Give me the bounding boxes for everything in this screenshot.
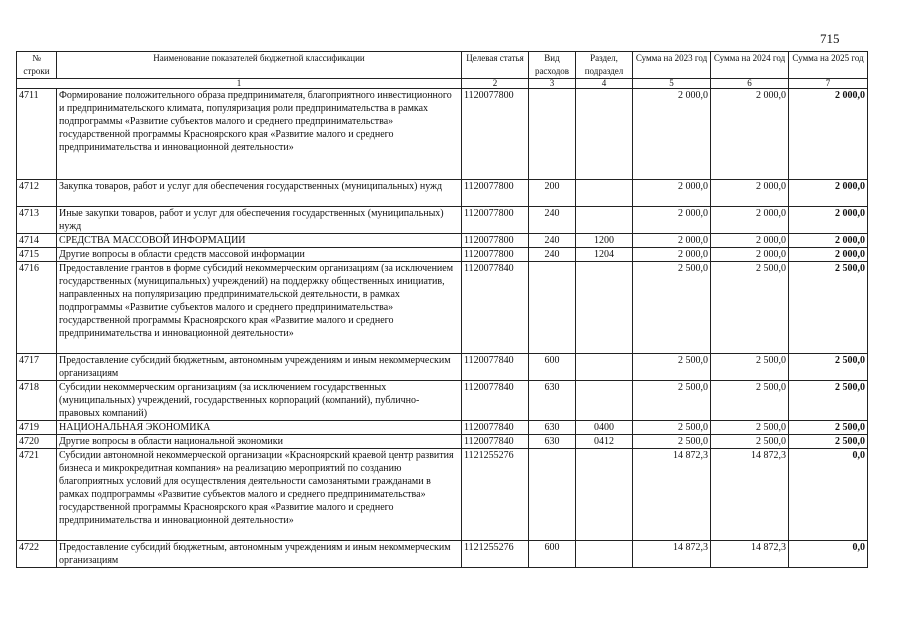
row-sum-2025: 2 000,0 — [789, 248, 868, 262]
row-expense-type: 240 — [529, 207, 576, 234]
row-target-code: 1120077840 — [462, 421, 529, 435]
row-sum-2023: 14 872,3 — [633, 541, 711, 568]
row-sum-2023: 2 500,0 — [633, 435, 711, 449]
row-sum-2023: 2 500,0 — [633, 421, 711, 435]
row-section: 1200 — [576, 234, 633, 248]
row-sum-2024: 2 000,0 — [711, 207, 789, 234]
row-number: 4721 — [17, 449, 57, 541]
row-target-code: 1120077800 — [462, 180, 529, 207]
column-number: 3 — [529, 79, 576, 89]
row-number: 4719 — [17, 421, 57, 435]
row-sum-2025: 2 000,0 — [789, 89, 868, 180]
row-sum-2023: 2 000,0 — [633, 248, 711, 262]
row-sum-2024: 2 500,0 — [711, 262, 789, 354]
row-number: 4714 — [17, 234, 57, 248]
row-number: 4711 — [17, 89, 57, 180]
row-section: 0412 — [576, 435, 633, 449]
row-expense-type — [529, 262, 576, 354]
row-expense-type: 240 — [529, 234, 576, 248]
page-number: 715 — [820, 31, 840, 46]
table-row — [17, 421, 868, 435]
row-number: 4717 — [17, 354, 57, 381]
row-sum-2023: 2 000,0 — [633, 234, 711, 248]
row-expense-type: 630 — [529, 421, 576, 435]
row-target-code: 1120077800 — [462, 248, 529, 262]
row-name: Предоставление субсидий бюджетным, автономным учреждениям и иным некоммерческим организациям — [57, 354, 462, 381]
row-sum-2024: 2 000,0 — [711, 234, 789, 248]
row-section — [576, 381, 633, 421]
row-section — [576, 541, 633, 568]
column-number: 2 — [462, 79, 529, 89]
table-row — [17, 89, 868, 180]
row-sum-2025: 2 500,0 — [789, 421, 868, 435]
row-name: Иные закупки товаров, работ и услуг для обеспечения государственных (муниципальных) нужд — [57, 207, 462, 234]
row-sum-2025: 2 500,0 — [789, 435, 868, 449]
row-sum-2025: 2 500,0 — [789, 262, 868, 354]
row-sum-2023: 2 500,0 — [633, 262, 711, 354]
row-sum-2024: 2 000,0 — [711, 180, 789, 207]
row-sum-2023: 2 500,0 — [633, 381, 711, 421]
table-row — [17, 248, 868, 262]
column-number-row — [17, 79, 868, 89]
row-target-code: 1120077840 — [462, 435, 529, 449]
row-section — [576, 207, 633, 234]
row-section: 0400 — [576, 421, 633, 435]
table-row — [17, 207, 868, 234]
row-sum-2023: 2 000,0 — [633, 180, 711, 207]
row-section — [576, 180, 633, 207]
row-target-code: 1120077840 — [462, 354, 529, 381]
row-number: 4722 — [17, 541, 57, 568]
column-number: 5 — [633, 79, 711, 89]
row-sum-2023: 2 500,0 — [633, 354, 711, 381]
table-row — [17, 381, 868, 421]
row-section — [576, 354, 633, 381]
row-expense-type: 200 — [529, 180, 576, 207]
row-section — [576, 89, 633, 180]
row-section: 1204 — [576, 248, 633, 262]
row-name: Субсидии автономной некоммерческой организации «Красноярский краевой центр развития бизнеса и микрокредитная компания» на реализацию мероприятий по созданию благоприятных условий для осуществления деятельности самозанятыми гражданами в рамках подпрограммы «Развитие субъектов малого и среднего предпринимательства» государственной программы Красноярского края «Развитие малого и среднего предпринимательства и инновационной деятельности» — [57, 449, 462, 541]
row-sum-2023: 2 000,0 — [633, 207, 711, 234]
row-number: 4715 — [17, 248, 57, 262]
row-sum-2025: 0,0 — [789, 449, 868, 541]
header-sum-2023: Сумма на 2023 год — [633, 52, 711, 79]
row-sum-2024: 14 872,3 — [711, 449, 789, 541]
table-row — [17, 541, 868, 568]
row-number: 4716 — [17, 262, 57, 354]
header-section: Раздел, подраздел — [576, 52, 633, 79]
row-sum-2024: 2 000,0 — [711, 248, 789, 262]
header-row-number: № строки — [17, 52, 57, 79]
table-row — [17, 234, 868, 248]
row-expense-type: 240 — [529, 248, 576, 262]
row-name: Предоставление субсидий бюджетным, автономным учреждениям и иным некоммерческим организациям — [57, 541, 462, 568]
row-expense-type — [529, 449, 576, 541]
row-sum-2025: 2 000,0 — [789, 180, 868, 207]
row-target-code: 1121255276 — [462, 541, 529, 568]
row-name: Формирование положительного образа предпринимателя, благоприятного инвестиционного и предпринимательского климата, популяризация роли предпринимательства в рамках подпрограммы «Развитие субъектов малого и среднего предпринимательства» государственной программы Красноярского края «Развитие малого и среднего предпринимательства и инновационной деятельности» — [57, 89, 462, 180]
row-sum-2024: 2 000,0 — [711, 89, 789, 180]
row-sum-2024: 2 500,0 — [711, 435, 789, 449]
row-expense-type: 600 — [529, 541, 576, 568]
row-name: Закупка товаров, работ и услуг для обеспечения государственных (муниципальных) нужд — [57, 180, 462, 207]
row-name: Предоставление грантов в форме субсидий некоммерческим организациям (за исключением государственных (муниципальных) учреждений) на поддержку общественных инициатив, направленных на популяризацию предпринимательской деятельности, в рамках подпрограммы «Развитие субъектов малого и среднего предпринимательства» государственной программы Красноярского края «Развитие малого и среднего предпринимательства и инновационной деятельности» — [57, 262, 462, 354]
row-sum-2025: 2 000,0 — [789, 234, 868, 248]
header-expense-type: Вид расходов — [529, 52, 576, 79]
row-sum-2025: 2 500,0 — [789, 354, 868, 381]
row-number: 4718 — [17, 381, 57, 421]
row-name: Другие вопросы в области средств массовой информации — [57, 248, 462, 262]
row-sum-2025: 2 500,0 — [789, 381, 868, 421]
row-expense-type: 600 — [529, 354, 576, 381]
row-sum-2025: 2 000,0 — [789, 207, 868, 234]
row-target-code: 1121255276 — [462, 449, 529, 541]
table-row — [17, 449, 868, 541]
header-target-code: Целевая статья — [462, 52, 529, 79]
table-row — [17, 262, 868, 354]
table-row — [17, 435, 868, 449]
row-target-code: 1120077800 — [462, 89, 529, 180]
row-sum-2023: 2 000,0 — [633, 89, 711, 180]
column-number: 1 — [17, 79, 462, 89]
row-name: Субсидии некоммерческим организациям (за исключением государственных (муниципальных) учреждений, государственных корпораций (компаний), публично-правовых компаний) — [57, 381, 462, 421]
row-number: 4720 — [17, 435, 57, 449]
table-row — [17, 354, 868, 381]
row-sum-2025: 0,0 — [789, 541, 868, 568]
row-name: Другие вопросы в области национальной экономики — [57, 435, 462, 449]
row-sum-2023: 14 872,3 — [633, 449, 711, 541]
table-row — [17, 180, 868, 207]
row-target-code: 1120077800 — [462, 207, 529, 234]
row-target-code: 1120077800 — [462, 234, 529, 248]
row-expense-type: 630 — [529, 381, 576, 421]
column-number: 6 — [711, 79, 789, 89]
row-section — [576, 262, 633, 354]
row-number: 4713 — [17, 207, 57, 234]
row-section — [576, 449, 633, 541]
row-expense-type — [529, 89, 576, 180]
row-name: СРЕДСТВА МАССОВОЙ ИНФОРМАЦИИ — [57, 234, 462, 248]
row-target-code: 1120077840 — [462, 381, 529, 421]
row-target-code: 1120077840 — [462, 262, 529, 354]
column-number: 7 — [789, 79, 868, 89]
budget-table — [16, 51, 868, 568]
row-number: 4712 — [17, 180, 57, 207]
column-number: 4 — [576, 79, 633, 89]
row-name: НАЦИОНАЛЬНАЯ ЭКОНОМИКА — [57, 421, 462, 435]
row-sum-2024: 2 500,0 — [711, 421, 789, 435]
header-sum-2024: Сумма на 2024 год — [711, 52, 789, 79]
header-sum-2025: Сумма на 2025 год — [789, 52, 868, 79]
row-sum-2024: 2 500,0 — [711, 381, 789, 421]
row-sum-2024: 14 872,3 — [711, 541, 789, 568]
header-name: Наименование показателей бюджетной классификации — [57, 52, 462, 79]
row-expense-type: 630 — [529, 435, 576, 449]
row-sum-2024: 2 500,0 — [711, 354, 789, 381]
